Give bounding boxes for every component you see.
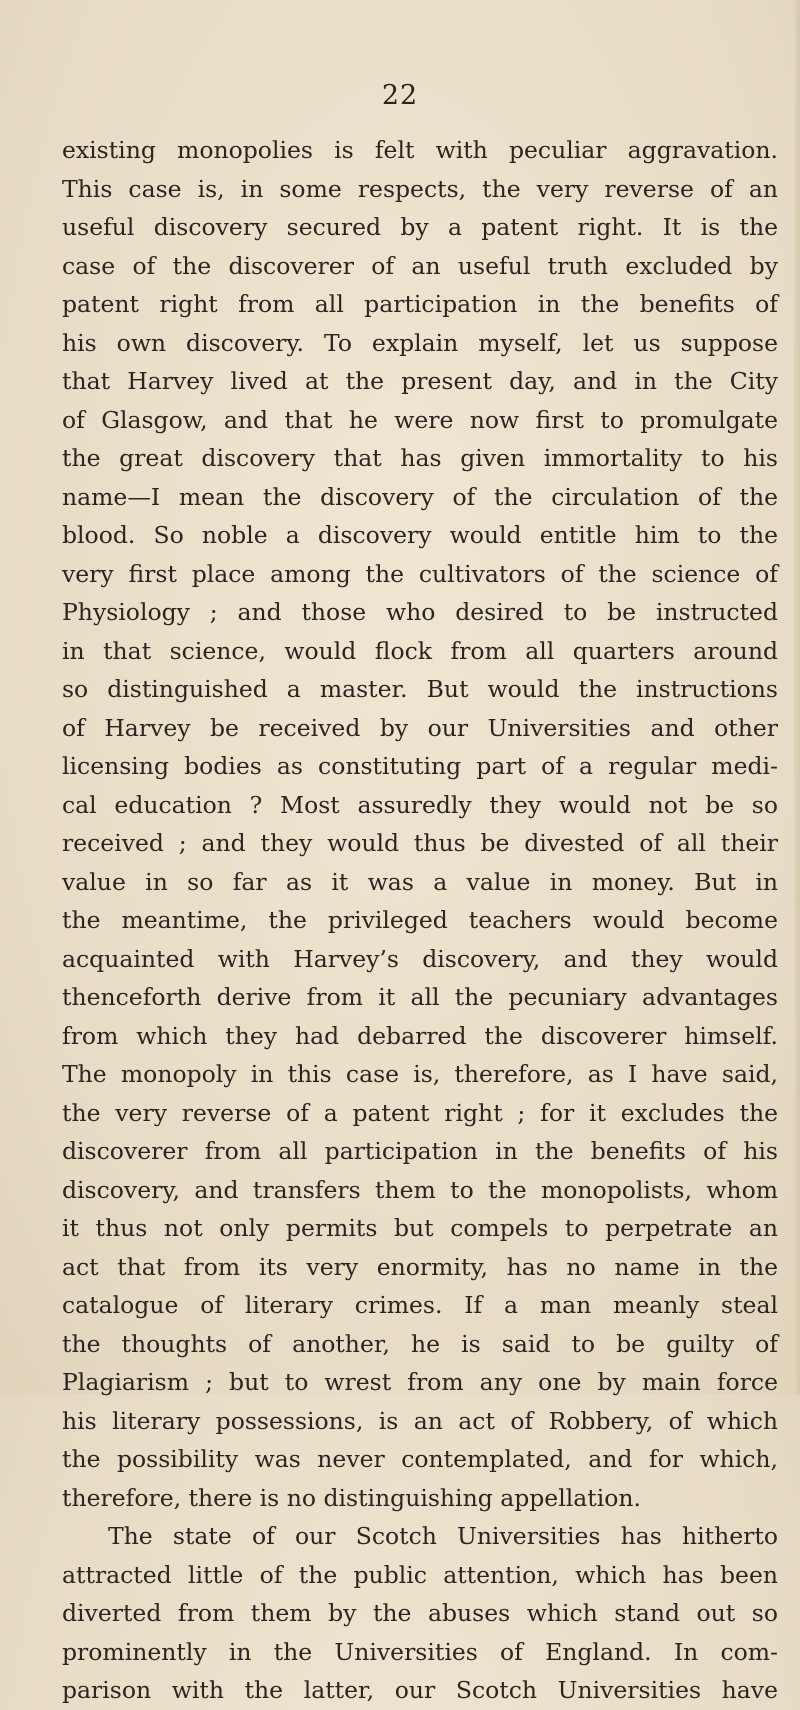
paragraph-last-line: therefore, there is no distinguishing appellation.: [62, 1483, 641, 1512]
text-line: acquainted with Harvey’s discovery, and they would: [62, 944, 778, 973]
text-line: cal education ? Most assuredly they would not be so: [62, 790, 778, 819]
text-line: diverted from them by the abuses which stand out so: [62, 1599, 778, 1627]
text-line: case of the discoverer of an useful truth excluded by: [62, 251, 778, 280]
text-line: of Glasgow, and that he were now first to promulgate: [62, 405, 778, 434]
text-line: his own discovery. To explain myself, let us suppose: [62, 328, 778, 357]
paragraph-first-line: The state of our Scotch Universities has hitherto: [108, 1522, 778, 1550]
text-line: from which they had debarred the discoverer himself.: [62, 1021, 778, 1050]
text-line: value in so far as it was a value in money. But in: [62, 867, 778, 896]
text-line: attracted little of the public attention, which has been: [62, 1560, 778, 1589]
text-line: in that science, would flock from all quarters around: [62, 636, 778, 665]
text-line: prominently in the Universities of England. In com-: [62, 1637, 778, 1666]
text-line: act that from its very enormity, has no name in the: [62, 1252, 778, 1281]
text-line: licensing bodies as constituting part of a regular medi-: [62, 752, 778, 780]
text-line: blood. So noble a discovery would entitle him to the: [62, 521, 778, 549]
text-line: his literary possessions, is an act of Robbery, of which: [62, 1406, 778, 1435]
text-line: patent right from all participation in the benefits of: [62, 290, 778, 318]
text-line: that Harvey lived at the present day, and in the City: [62, 367, 778, 395]
text-line: discoverer from all participation in the benefits of his: [62, 1137, 778, 1165]
text-line: of Harvey be received by our Universities and other: [62, 713, 778, 742]
text-line: The monopoly in this case is, therefore, as I have said,: [62, 1060, 778, 1088]
page-edge-shadow: [794, 0, 800, 1395]
text-line: existing monopolies is felt with peculiar aggravation.: [62, 136, 778, 164]
text-line: Physiology ; and those who desired to be instructed: [62, 598, 778, 626]
text-line: so distinguished a master. But would the instructions: [62, 675, 778, 703]
body-text: [62, 131, 778, 1710]
text-line: the great discovery that has given immortality to his: [62, 444, 778, 472]
text-line: received ; and they would thus be divested of all their: [62, 829, 778, 857]
text-line: discovery, and transfers them to the monopolists, whom: [62, 1175, 778, 1204]
text-line: very first place among the cultivators of the science of: [62, 559, 778, 588]
text-line: the meantime, the privileged teachers would become: [62, 906, 778, 934]
text-line: thenceforth derive from it all the pecuniary advantages: [62, 983, 778, 1011]
text-line: the possibility was never contemplated, and for which,: [62, 1445, 778, 1473]
text-line: the very reverse of a patent right ; for it excludes the: [62, 1098, 778, 1127]
text-line: Plagiarism ; but to wrest from any one by main force: [62, 1368, 778, 1396]
page-number: 22: [381, 80, 419, 111]
text-line: useful discovery secured by a patent right. It is the: [62, 213, 778, 241]
text-line: it thus not only permits but compels to perpetrate an: [62, 1214, 778, 1242]
text-line: This case is, in some respects, the very reverse of an: [62, 174, 778, 203]
text-line: name—I mean the discovery of the circulation of the: [62, 482, 778, 511]
text-line: catalogue of literary crimes. If a man meanly steal: [62, 1291, 778, 1319]
text-line: the thoughts of another, he is said to be guilty of: [62, 1329, 778, 1358]
text-line: parison with the latter, our Scotch Universities have: [62, 1676, 778, 1704]
